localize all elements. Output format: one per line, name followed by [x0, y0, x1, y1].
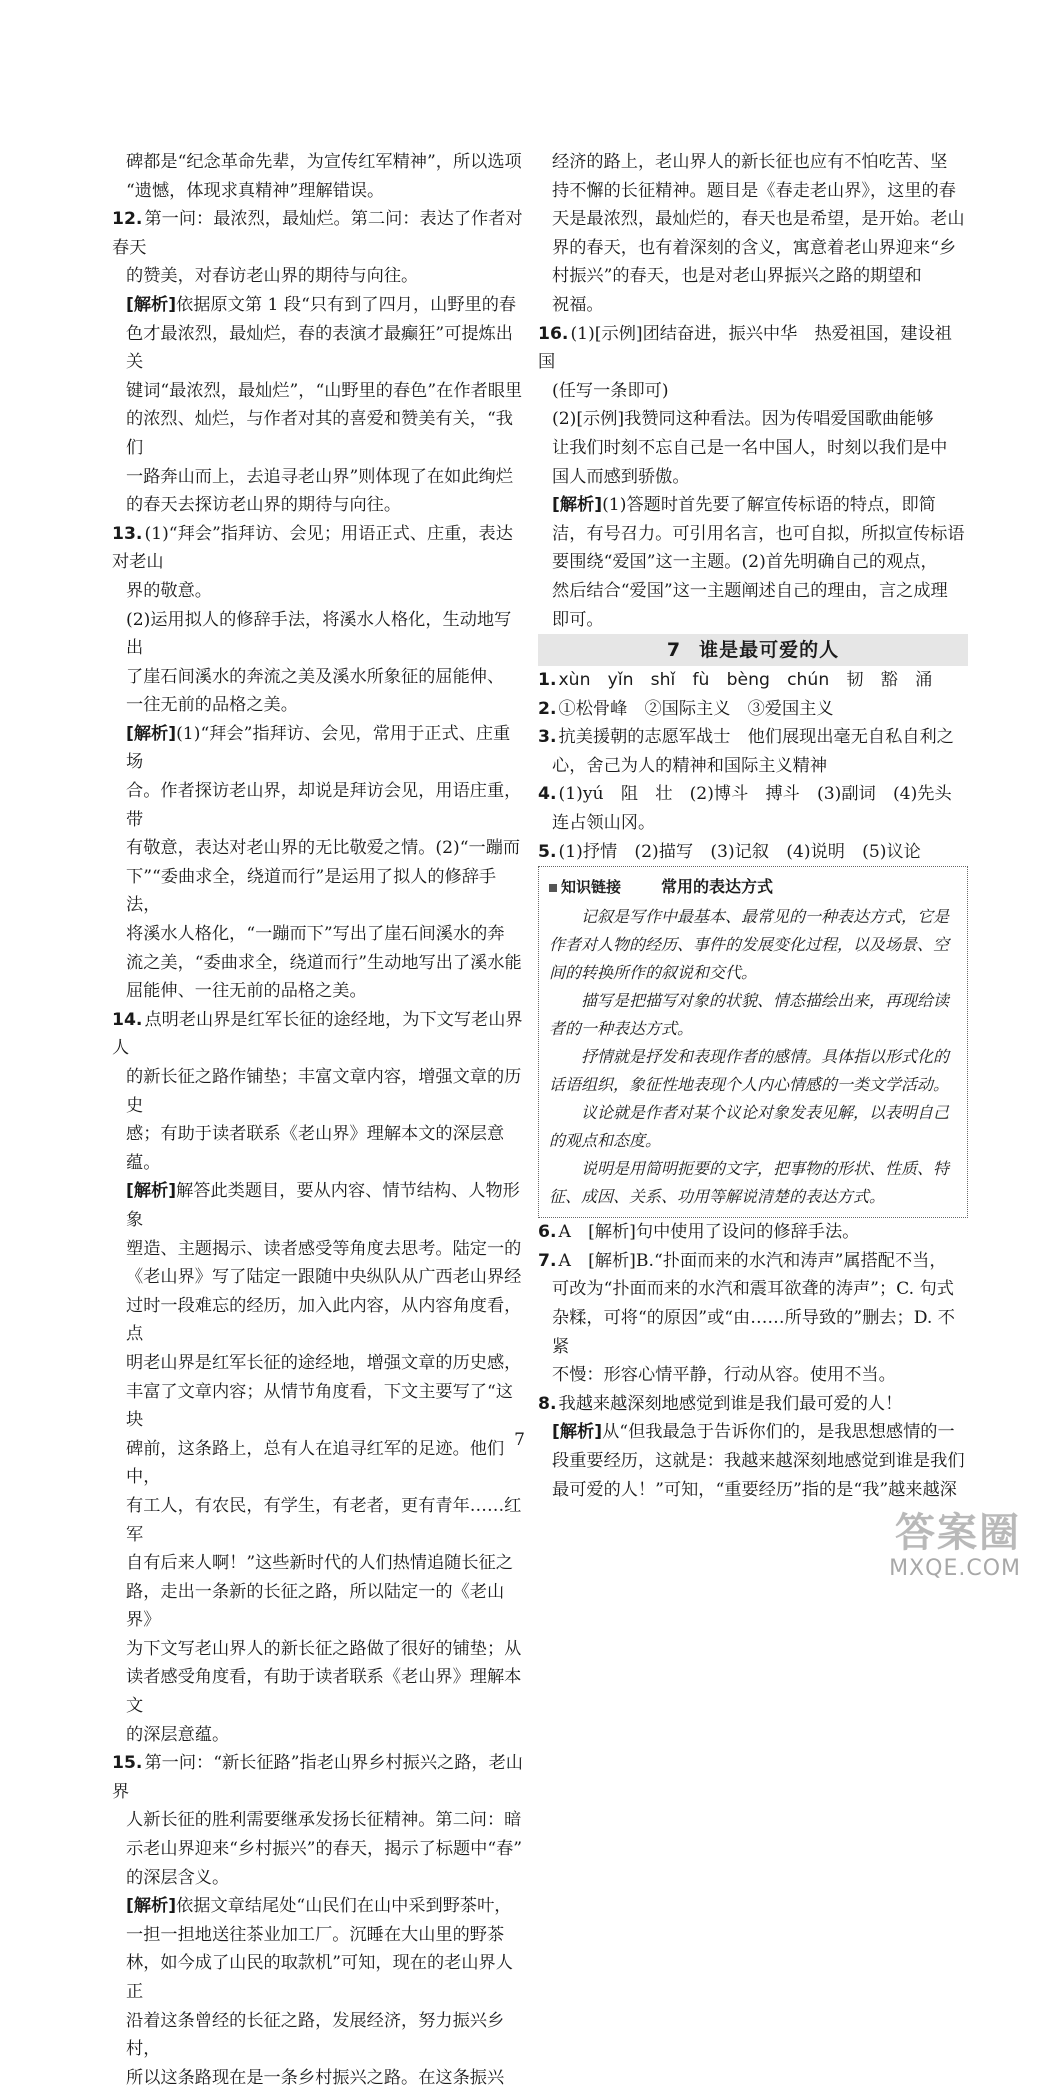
- answer-item: [112, 1749, 524, 1806]
- text-line: 持不懈的长征精神。题目是《春走老山界》，这里的春: [552, 180, 956, 201]
- text-line: 了崖石间溪水的奔流之美及溪水所象征的屈能伸、: [126, 666, 505, 687]
- text-line: 碑都是“纪念革命先辈，为宣传红军精神”，所以选项: [126, 152, 522, 172]
- right-mid-block: [538, 666, 968, 866]
- text-line: 杂糅，可将“的原因”或“由……所导致的”删去；D. 不紧: [552, 1308, 955, 1357]
- answer-item: [538, 1218, 968, 1247]
- knowledge-box-label: 知识链接: [561, 878, 622, 897]
- item-text: (1)[示例]团结奋进，振兴中华 热爱祖国，建设祖国: [538, 323, 952, 373]
- text-line: “遗憾，体现求真精神”理解错误。: [126, 180, 385, 201]
- square-bullet-icon: [549, 884, 557, 892]
- item-text: (1)yú 阻 壮 (2)博斗 搏斗 (3)副词 (4)先头: [558, 784, 952, 805]
- text-line: 的春天去探访老山界的期待与向往。: [126, 495, 402, 516]
- text-line: 明老山界是红军长征的途经地，增强文章的历史感，: [126, 1352, 522, 1373]
- text-line: 心，舍己为人的精神和国际主义精神: [552, 755, 828, 776]
- text-line: 感；有助于读者联系《老山界》理解本文的深层意蕴。: [126, 1124, 505, 1173]
- text-line: 祝福。: [552, 294, 604, 315]
- text-line: 人新长征的胜利需要继承发扬长征精神。第二问：暗: [126, 1810, 522, 1831]
- item-text: 我越来越深刻地感觉到谁是我们最可爱的人！: [558, 1393, 903, 1414]
- text-line: 一担一担地送往茶业加工厂。沉睡在大山里的野茶: [126, 1924, 505, 1945]
- text-line: 的深层意蕴。: [126, 1724, 230, 1745]
- answer-item: [112, 520, 524, 577]
- text-line: 丰富了文章内容；从情节角度看，下文主要写了“这块: [126, 1381, 513, 1431]
- text-line: 国人而感到骄傲。: [552, 466, 690, 487]
- text-line: 洁，有号召力。可引用名言，也可自拟，所拟宣传标语: [552, 523, 965, 544]
- answer-item: [538, 666, 968, 695]
- text-line: 最可爱的人！”可知，“重要经历”指的是“我”越来越深: [552, 1479, 957, 1500]
- text-line: 塑造、主题揭示、读者感受等角度去思考。陆定一的: [126, 1238, 522, 1259]
- analysis-tag: [解析]: [126, 723, 177, 744]
- text-line: 林，如今成了山民的取款机”可知，现在的老山界人正: [126, 1953, 513, 2002]
- text-line: 界的敬意。: [126, 580, 212, 601]
- text-line: 路，走出一条新的长征之路，所以陆定一的《老山界》: [126, 1581, 505, 1631]
- analysis-tag: [解析]: [552, 1422, 603, 1443]
- item-number: 8.: [538, 1393, 557, 1414]
- watermark-logo: 答案圈: [895, 1510, 1021, 1556]
- knowledge-box-title: 常用的表达方式: [661, 877, 774, 897]
- knowledge-box-body: [549, 903, 957, 1211]
- left-column: [112, 148, 524, 2092]
- item-number: 5.: [538, 841, 557, 862]
- text-line: 一路奔山而上，去追寻老山界”则体现了在如此绚烂: [126, 466, 513, 487]
- item-text: A [解析]B.“扑面而来的水汽和涛声”属搭配不当，: [558, 1250, 947, 1271]
- text-line: 段重要经历，这就是：我越来越深刻地感觉到谁是我们: [552, 1451, 965, 1471]
- text-line: 沿着这条曾经的长征之路，发展经济，努力振兴乡村，: [126, 2010, 505, 2060]
- right-column: [538, 148, 968, 1504]
- text-line: 《老山界》写了陆定一跟随中央纵队从广西老山界经: [126, 1267, 522, 1288]
- text-line: 流之美，“委曲求全，绕道而行”生动地写出了溪水能: [126, 952, 522, 973]
- item-number: 3.: [538, 727, 557, 748]
- section-title-text: 谁是最可爱的人: [699, 639, 840, 662]
- text-line: 的赞美，对春访老山界的期待与向往。: [126, 266, 419, 287]
- analysis-line: [112, 1892, 524, 1921]
- analysis-line: [112, 1177, 524, 1234]
- text-line: 所以这条路现在是一条乡村振兴之路。在这条振兴: [126, 2067, 505, 2088]
- item-text: A [解析]句中使用了设问的修辞手法。: [558, 1222, 860, 1243]
- item-text: ①松骨峰 ②国际主义 ③爱国主义: [558, 698, 834, 719]
- text-line: 天是最浓烈，最灿烂的，春天也是希望，是开始。老山: [552, 209, 965, 230]
- text-line: 碑前，这条路上，总有人在追寻红军的足迹。他们中，: [126, 1438, 505, 1488]
- analysis-line: [112, 720, 524, 777]
- answer-item: [538, 723, 968, 752]
- analysis-tag: [解析]: [126, 1181, 177, 1202]
- text-line: 的新长征之路作铺垫；丰富文章内容，增强文章的历史: [126, 1067, 522, 1116]
- answer-item: [538, 320, 968, 377]
- text-line: 自有后来人啊！”这些新时代的人们热情追随长征之: [126, 1553, 513, 1574]
- text-line: 过时一段难忘的经历，加入此内容，从内容角度看，点: [126, 1295, 522, 1345]
- text-line: 键词“最浓烈，最灿烂”，“山野里的春色”在作者眼里: [126, 380, 523, 401]
- text-line: 为下文写老山界人的新长征之路做了很好的铺垫；从: [126, 1638, 522, 1659]
- knowledge-paragraph: 议论就是作者对某个议论对象发表见解，以表明自己的观点和态度。: [549, 1103, 950, 1151]
- item-number: 6.: [538, 1222, 557, 1243]
- right-top-block: [538, 148, 968, 634]
- text-line: 村振兴”的春天，也是对老山界振兴之路的期望和: [552, 266, 922, 287]
- knowledge-paragraph: 说明是用简明扼要的文字，把事物的形状、性质、特征、成因、关系、功用等解说清楚的表达方式。: [549, 1159, 950, 1207]
- item-number: 15.: [112, 1753, 143, 1774]
- text-line: 合。作者探访老山界，却说是拜访会见，用语庄重，带: [126, 781, 522, 830]
- text-line: 连占领山冈。: [552, 813, 656, 834]
- analysis-line: [538, 491, 968, 520]
- page-number: 7: [514, 1430, 525, 1450]
- item-text: 点明老山界是红军长征的途经地，为下文写老山界人: [112, 1009, 523, 1059]
- text-line: 不慢：形容心情平静，行动从容。使用不当。: [552, 1365, 896, 1386]
- analysis-text: 依据文章结尾处“山民们在山中采到野茶叶，: [176, 1896, 512, 1917]
- item-number: 7.: [538, 1250, 557, 1271]
- analysis-tag: [解析]: [552, 495, 603, 516]
- answer-item: [538, 838, 968, 867]
- knowledge-paragraph: 描写是把描写对象的状貌、情态描绘出来，再现给读者的一种表达方式。: [549, 991, 950, 1039]
- analysis-text: 依据原文第 1 段“只有到了四月，山野里的春: [176, 294, 517, 315]
- knowledge-paragraph: 记叙是写作中最基本、最常见的一种表达方式，它是作者对人物的经历、事件的发展变化过程，以及场景、空间的转换所作的叙说和交代。: [549, 907, 950, 983]
- watermark-site: MXQE.COM: [889, 1556, 1021, 1581]
- knowledge-box-head: [549, 873, 957, 901]
- answer-item: [538, 1247, 968, 1276]
- text-line: (2)运用拟人的修辞手法，将溪水人格化，生动地写出: [126, 609, 512, 659]
- text-line: 一往无前的品格之美。: [126, 695, 298, 716]
- section-title: [538, 634, 968, 666]
- section-number: 7: [666, 639, 682, 662]
- text-line: 然后结合“爱国”这一主题阐述自己的理由，言之成理: [552, 580, 948, 601]
- answer-item: [538, 1390, 968, 1419]
- watermark: [811, 1510, 1021, 1592]
- item-number: 1.: [538, 670, 557, 691]
- item-text: (1)抒情 (2)描写 (3)记叙 (4)说明 (5)议论: [558, 841, 921, 862]
- analysis-text: (1)答题时首先要了解宣传标语的特点，即简: [602, 495, 936, 516]
- analysis-text: 从“但我最急于告诉你们的，是我思想感情的一: [602, 1422, 955, 1443]
- knowledge-paragraph: 抒情就是抒发和表现作者的感情。具体指以形式化的话语组织，象征性地表现个人内心情感的一类文学活动。: [549, 1047, 950, 1095]
- text-line: 界的春天，也有着深刻的含义，寓意着老山界迎来“乡: [552, 237, 957, 258]
- knowledge-box: [538, 866, 968, 1218]
- right-bottom-block: [538, 1218, 968, 1504]
- answer-item: [538, 695, 968, 724]
- item-number: 12.: [112, 209, 143, 230]
- item-number: 14.: [112, 1009, 143, 1030]
- analysis-tag: [解析]: [126, 294, 177, 315]
- text-line: (2)[示例]我赞同这种看法。因为传唱爱国歌曲能够: [552, 409, 934, 430]
- item-text: xùn yǐn shǐ fù bèng chún 韧 豁 涌: [558, 670, 933, 691]
- answer-item: [112, 1006, 524, 1063]
- text-line: 让我们时刻不忘自己是一名中国人，时刻以我们是中: [552, 437, 948, 458]
- item-text: 第一问：最浓烈，最灿烂。第二问：表达了作者对春天: [112, 209, 523, 258]
- item-text: 第一问：“新长征路”指老山界乡村振兴之路，老山界: [112, 1753, 523, 1802]
- analysis-line: [112, 291, 524, 320]
- text-line: 色才最浓烈，最灿烂，春的表演才最癫狂”可提炼出关: [126, 323, 513, 373]
- analysis-tag: [解析]: [126, 1896, 177, 1917]
- text-line: 有工人，有农民，有学生，有老者，更有青年……红军: [126, 1495, 522, 1545]
- text-line: 将溪水人格化，“一蹦而下”写出了崖石间溪水的奔: [126, 924, 505, 945]
- answer-item: [112, 205, 524, 262]
- text-line: (任写一条即可): [552, 380, 669, 401]
- text-line: 读者感受角度看，有助于读者联系《老山界》理解本文: [126, 1667, 522, 1717]
- item-number: 16.: [538, 323, 569, 344]
- item-number: 13.: [112, 523, 143, 544]
- analysis-text: 解答此类题目，要从内容、情节结构、人物形象: [126, 1181, 520, 1230]
- text-line: 示老山界迎来“乡村振兴”的春天，揭示了标题中“春”: [126, 1839, 523, 1860]
- text-line: 要围绕“爱国”这一主题。(2)首先明确自己的观点，: [552, 552, 938, 573]
- item-number: 4.: [538, 784, 557, 805]
- text-line: 有敬意，表达对老山界的无比敬爱之情。(2)“一蹦而: [126, 838, 521, 859]
- text-line: 的深层含义。: [126, 1867, 230, 1888]
- analysis-text: (1)“拜会”指拜访、会见，常用于正式、庄重场: [126, 723, 511, 773]
- item-text: 抗美援朝的志愿军战士 他们展现出毫无自私自利之: [558, 727, 954, 748]
- text-line: 经济的路上，老山界人的新长征也应有不怕吃苦、坚: [552, 152, 948, 172]
- text-line: 的浓烈、灿烂，与作者对其的喜爱和赞美有关，“我们: [126, 409, 513, 458]
- text-line: 可改为“扑面而来的水汽和震耳欲聋的涛声”；C. 句式: [552, 1279, 954, 1300]
- answer-item: [538, 780, 968, 809]
- text-line: 下”“委曲求全，绕道而行”是运用了拟人的修辞手法，: [126, 866, 497, 916]
- text-line: 屈能伸、一往无前的品格之美。: [126, 981, 367, 1002]
- item-text: (1)“拜会”指拜访、会见；用语正式、庄重，表达对老山: [112, 523, 513, 573]
- text-line: 即可。: [552, 609, 604, 630]
- item-number: 2.: [538, 698, 557, 719]
